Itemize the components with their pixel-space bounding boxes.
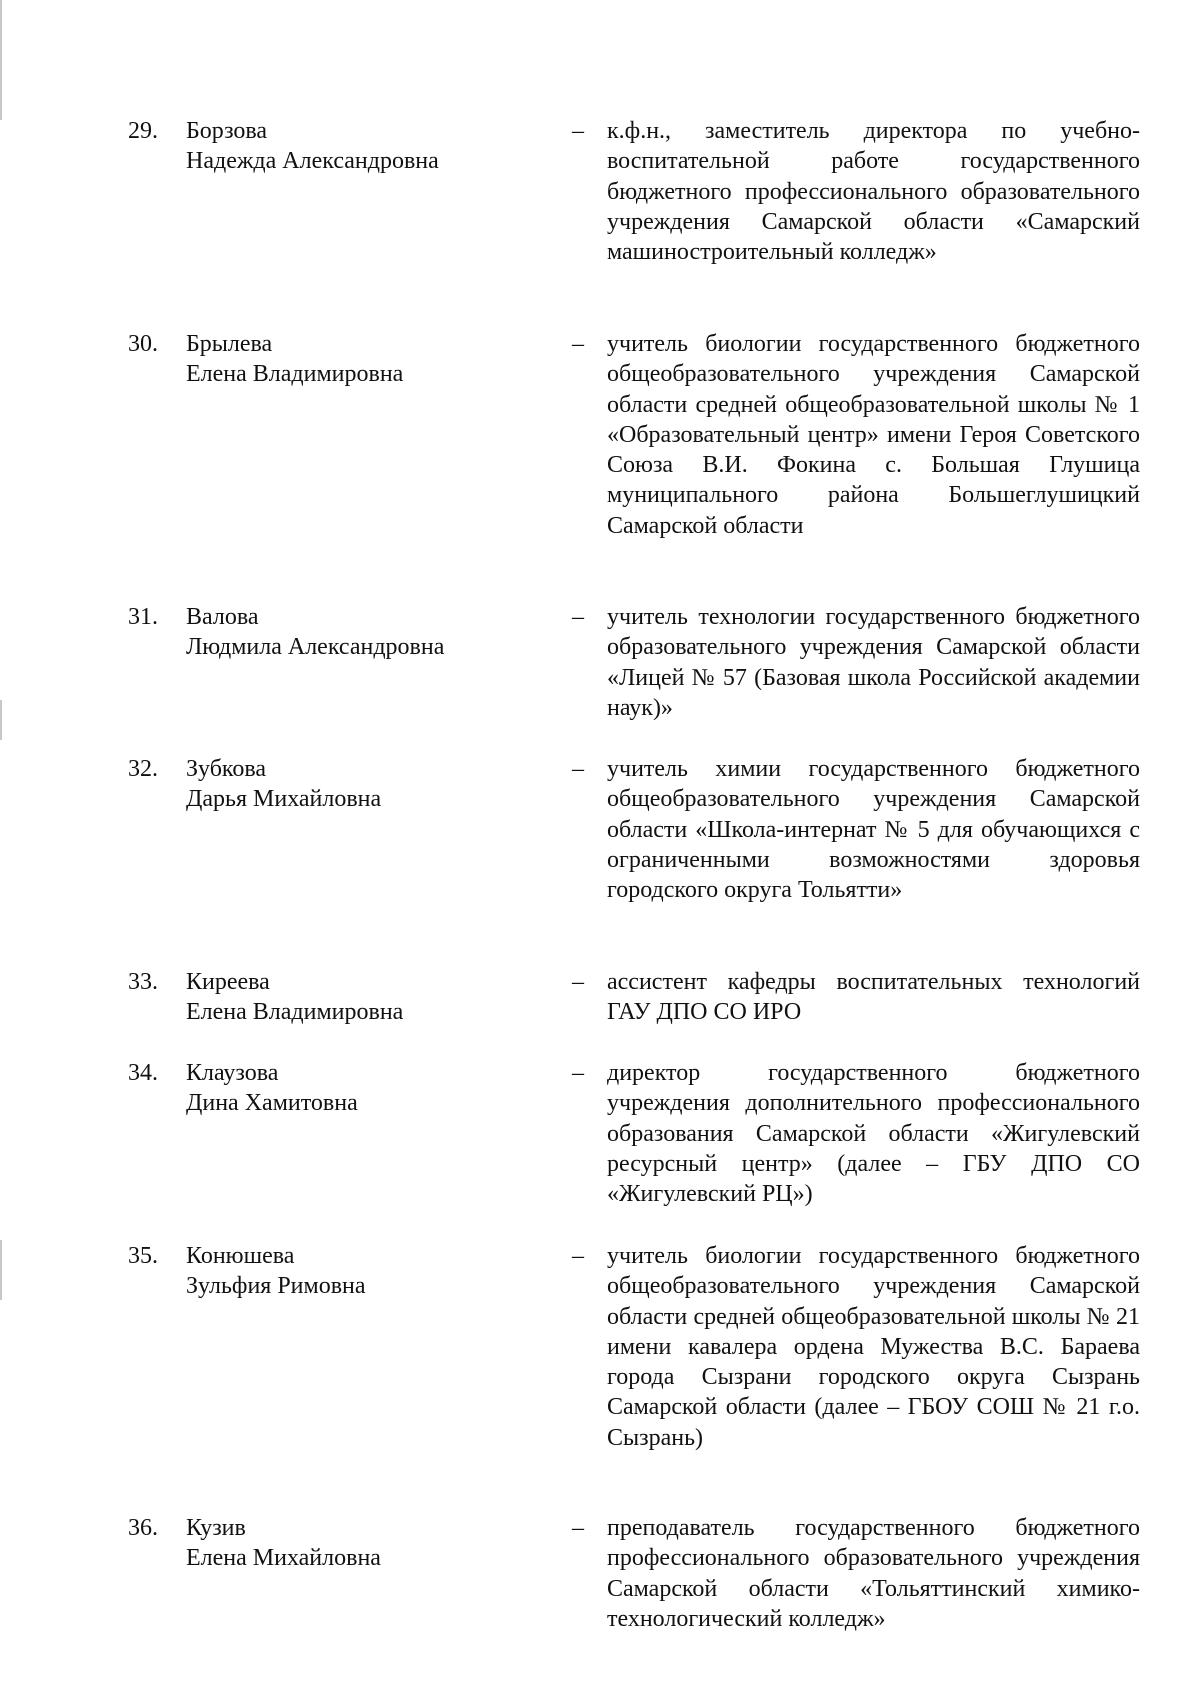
entry-number: 33. xyxy=(128,969,158,995)
person-name xyxy=(186,329,546,390)
given-names: Елена Владимировна xyxy=(186,999,404,1026)
surname: Киреева xyxy=(186,969,270,995)
given-names: Надежда Александровна xyxy=(186,148,439,175)
dash-separator: – xyxy=(572,604,584,630)
person-name xyxy=(186,116,546,177)
position-description: учитель биологии государственного бюджетного общеобразовательного учреждения Самарской области средней общеобразовательной школы № 1 «Образовательный центр» имени Героя Советского Союза В.И. Фокина с. Большая Глушица муниципального района Большеглушицкий Самарской области xyxy=(607,331,1140,539)
surname: Зубкова xyxy=(186,756,267,782)
position-description: ассистент кафедры воспитательных технологий ГАУ ДПО СО ИРО xyxy=(607,969,1140,1026)
given-names: Елена Владимировна xyxy=(186,361,404,388)
surname: Валова xyxy=(186,604,259,630)
entry-number: 31. xyxy=(128,604,158,630)
entry-number: 32. xyxy=(128,756,158,782)
entry-number: 30. xyxy=(128,331,158,357)
surname: Конюшева xyxy=(186,1243,295,1269)
dash-separator: – xyxy=(572,1243,584,1269)
given-names: Дина Хамитовна xyxy=(186,1090,358,1117)
position-description: учитель технологии государственного бюджетного образовательного учреждения Самарской области «Лицей № 57 (Базовая школа Российской академии наук)» xyxy=(607,604,1140,721)
entry-number: 34. xyxy=(128,1060,158,1086)
dash-separator: – xyxy=(572,756,584,782)
person-name xyxy=(186,1241,546,1302)
given-names: Дарья Михайловна xyxy=(186,786,382,813)
entry-number: 35. xyxy=(128,1243,158,1269)
surname: Кузив xyxy=(186,1515,246,1541)
position-description: учитель химии государственного бюджетного общеобразовательного учреждения Самарской области «Школа-интернат № 5 для обучающихся с ограниченными возможностями здоровья городского округа Тольятти» xyxy=(607,756,1140,904)
surname: Брылева xyxy=(186,331,273,357)
position-description: к.ф.н., заместитель директора по учебно-воспитательной работе государственного бюджетного профессионального образовательного учреждения Самарской области «Самарский машиностроительный колледж» xyxy=(607,118,1140,266)
position-description: преподаватель государственного бюджетного профессионального образовательного учреждения Самарской области «Тольяттинский химико-технологический колледж» xyxy=(607,1515,1140,1632)
scan-edge-mark xyxy=(0,1240,2,1300)
surname: Клаузова xyxy=(186,1060,279,1086)
position-description: директор государственного бюджетного учреждения дополнительного профессионального образования Самарской области «Жигулевский ресурсный центр» (далее – ГБУ ДПО СО «Жигулевский РЦ») xyxy=(607,1060,1140,1208)
scan-edge-mark xyxy=(0,0,2,120)
dash-separator: – xyxy=(572,331,584,357)
dash-separator: – xyxy=(572,969,584,995)
position-description: учитель биологии государственного бюджетного общеобразовательного учреждения Самарской области средней общеобразовательной школы № 21 имени кавалера ордена Мужества В.С. Бараева города Сызрани городского округа Сызрань Самарской области (далее – ГБОУ СОШ № 21 г.о. Сызрань) xyxy=(607,1243,1140,1451)
dash-separator: – xyxy=(572,118,584,144)
person-name xyxy=(186,1513,546,1574)
person-name xyxy=(186,1058,546,1119)
scan-edge-mark xyxy=(0,700,2,740)
person-name xyxy=(186,602,546,663)
person-name xyxy=(186,967,546,1028)
dash-separator: – xyxy=(572,1060,584,1086)
given-names: Елена Михайловна xyxy=(186,1545,381,1572)
given-names: Людмила Александровна xyxy=(186,634,445,661)
dash-separator: – xyxy=(572,1515,584,1541)
entry-number: 29. xyxy=(128,118,158,144)
surname: Борзова xyxy=(186,118,268,144)
entry-number: 36. xyxy=(128,1515,158,1541)
person-name xyxy=(186,754,546,815)
given-names: Зульфия Римовна xyxy=(186,1273,366,1300)
